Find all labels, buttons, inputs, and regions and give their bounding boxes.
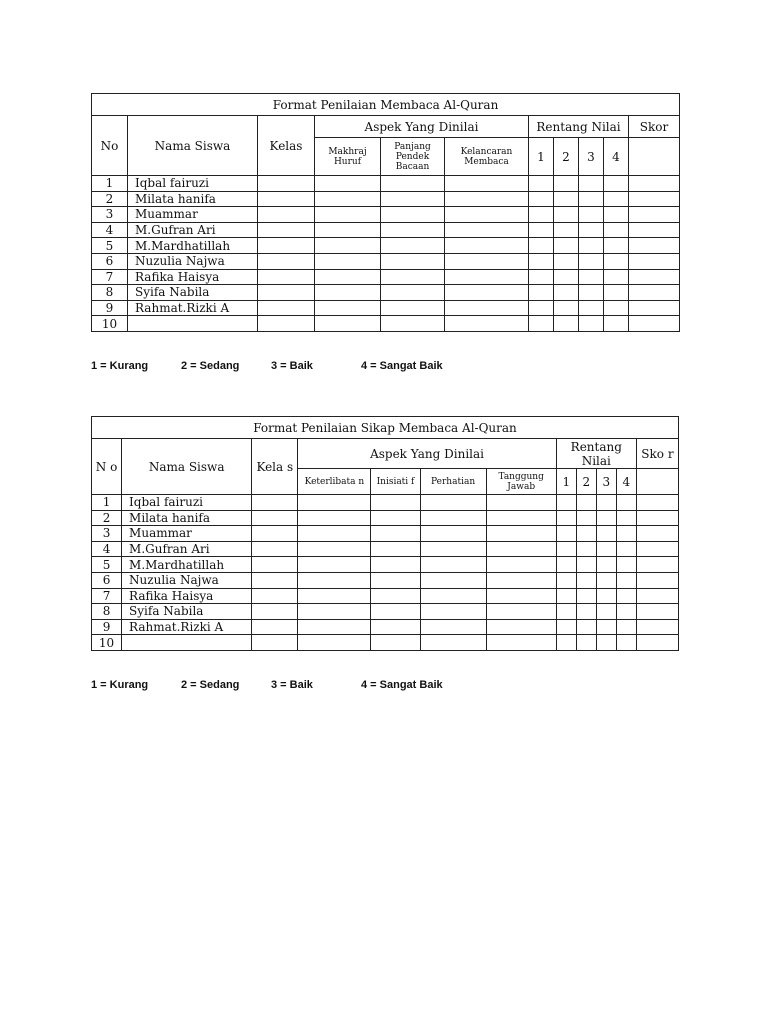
score-cell: [616, 635, 636, 651]
score-cell: [604, 222, 629, 238]
score-cell: [636, 526, 678, 542]
score-cell: [629, 222, 680, 238]
score-cell: [298, 541, 371, 557]
header-no: N o: [92, 439, 122, 495]
score-cell: [554, 191, 579, 207]
score-cell: [629, 238, 680, 254]
score-cell: [315, 176, 381, 192]
score-cell: [252, 604, 298, 620]
table-row: [92, 191, 680, 207]
table-title: Format Penilaian Sikap Membaca Al-Quran: [92, 417, 679, 439]
score-cell: [579, 316, 604, 332]
row-number: 2: [92, 191, 128, 207]
header-no: No: [92, 116, 128, 176]
legend-sedang: 2 = Sedang: [181, 360, 240, 372]
score-cell: [629, 191, 680, 207]
score-cell: [629, 207, 680, 223]
legend-sangat-baik: 4 = Sangat Baik: [361, 679, 443, 691]
header-score-3: 3: [579, 138, 604, 176]
score-cell: [556, 619, 576, 635]
score-cell: [579, 269, 604, 285]
score-cell: [576, 588, 596, 604]
skor-cell: [629, 138, 680, 176]
score-cell: [445, 253, 529, 269]
score-cell: [529, 238, 554, 254]
score-cell: [529, 191, 554, 207]
row-number: 6: [92, 253, 128, 269]
score-cell: [529, 207, 554, 223]
student-name: Iqbal fairuzi: [122, 495, 252, 511]
header-panjang-pendek: Panjang Pendek Bacaan: [381, 138, 445, 176]
score-cell: [579, 207, 604, 223]
row-number: 10: [92, 316, 128, 332]
table-row: [92, 635, 679, 651]
student-name: M.Mardhatillah: [122, 557, 252, 573]
row-number: 9: [92, 619, 122, 635]
score-cell: [529, 316, 554, 332]
header-aspek: Aspek Yang Dinilai: [315, 116, 529, 138]
header-score-4: 4: [616, 469, 636, 495]
score-cell: [529, 285, 554, 301]
student-name: M.Gufran Ari: [122, 541, 252, 557]
score-cell: [420, 604, 486, 620]
score-cell: [486, 572, 556, 588]
score-cell: [604, 191, 629, 207]
score-cell: [381, 285, 445, 301]
score-cell: [252, 619, 298, 635]
header-kelancaran: Kelancaran Membaca: [445, 138, 529, 176]
score-cell: [596, 588, 616, 604]
score-cell: [579, 253, 604, 269]
score-cell: [252, 635, 298, 651]
score-cell: [420, 572, 486, 588]
score-cell: [556, 635, 576, 651]
score-cell: [315, 300, 381, 316]
score-cell: [371, 541, 420, 557]
header-nama-siswa: Nama Siswa: [122, 439, 252, 495]
score-cell: [604, 316, 629, 332]
row-number: 3: [92, 207, 128, 223]
score-cell: [576, 635, 596, 651]
score-cell: [604, 253, 629, 269]
score-cell: [596, 495, 616, 511]
score-cell: [381, 176, 445, 192]
row-number: 7: [92, 588, 122, 604]
score-cell: [554, 253, 579, 269]
score-cell: [576, 510, 596, 526]
header-makhraj: Makhraj Huruf: [315, 138, 381, 176]
score-cell: [420, 541, 486, 557]
header-rentang-nilai: Rentang Nilai: [556, 439, 636, 469]
score-cell: [445, 316, 529, 332]
student-name: [128, 316, 258, 332]
score-cell: [576, 557, 596, 573]
row-number: 4: [92, 222, 128, 238]
score-cell: [616, 541, 636, 557]
score-cell: [629, 253, 680, 269]
score-cell: [371, 619, 420, 635]
score-cell: [604, 176, 629, 192]
score-cell: [315, 238, 381, 254]
score-cell: [486, 588, 556, 604]
score-cell: [371, 510, 420, 526]
score-cell: [486, 526, 556, 542]
score-cell: [579, 222, 604, 238]
score-cell: [576, 572, 596, 588]
score-cell: [629, 316, 680, 332]
score-cell: [579, 300, 604, 316]
legend-kurang: 1 = Kurang: [91, 360, 149, 372]
student-name: Nuzulia Najwa: [122, 572, 252, 588]
score-cell: [629, 269, 680, 285]
row-number: 3: [92, 526, 122, 542]
score-cell: [298, 526, 371, 542]
score-cell: [604, 238, 629, 254]
score-cell: [554, 269, 579, 285]
score-cell: [556, 541, 576, 557]
legend-baik: 3 = Baik: [271, 679, 313, 691]
student-name: Milata hanifa: [128, 191, 258, 207]
row-number: 1: [92, 495, 122, 511]
score-cell: [371, 572, 420, 588]
score-cell: [371, 588, 420, 604]
table-row: [92, 510, 679, 526]
header-aspek: Aspek Yang Dinilai: [298, 439, 556, 469]
score-cell: [258, 300, 315, 316]
score-cell: [636, 572, 678, 588]
score-cell: [420, 526, 486, 542]
header-inisiatif: Inisiati f: [371, 469, 420, 495]
student-name: M.Gufran Ari: [128, 222, 258, 238]
table-row: [92, 316, 680, 332]
score-cell: [381, 300, 445, 316]
score-cell: [420, 635, 486, 651]
score-cell: [616, 495, 636, 511]
score-cell: [298, 635, 371, 651]
score-cell: [636, 541, 678, 557]
student-name: [122, 635, 252, 651]
score-cell: [529, 300, 554, 316]
student-name: Nuzulia Najwa: [128, 253, 258, 269]
score-cell: [579, 238, 604, 254]
score-cell: [579, 285, 604, 301]
table-row: [92, 604, 679, 620]
score-cell: [596, 619, 616, 635]
score-cell: [486, 495, 556, 511]
score-cell: [258, 253, 315, 269]
header-score-3: 3: [596, 469, 616, 495]
score-cell: [636, 495, 678, 511]
score-cell: [636, 619, 678, 635]
row-number: 10: [92, 635, 122, 651]
score-cell: [556, 526, 576, 542]
score-cell: [445, 191, 529, 207]
score-cell: [616, 526, 636, 542]
table-row: [92, 207, 680, 223]
student-name: Muammar: [128, 207, 258, 223]
score-cell: [420, 588, 486, 604]
score-cell: [315, 191, 381, 207]
legend-baik: 3 = Baik: [271, 360, 313, 372]
student-name: Rafika Haisya: [128, 269, 258, 285]
score-cell: [315, 207, 381, 223]
score-cell: [381, 222, 445, 238]
attitude-assessment-table: [91, 416, 679, 651]
score-cell: [556, 604, 576, 620]
score-cell: [371, 604, 420, 620]
score-cell: [371, 495, 420, 511]
score-cell: [529, 253, 554, 269]
legend-kurang: 1 = Kurang: [91, 679, 149, 691]
score-cell: [554, 207, 579, 223]
score-cell: [596, 604, 616, 620]
score-cell: [576, 495, 596, 511]
score-cell: [596, 541, 616, 557]
score-cell: [315, 253, 381, 269]
row-number: 9: [92, 300, 128, 316]
row-number: 1: [92, 176, 128, 192]
score-cell: [636, 635, 678, 651]
score-cell: [529, 269, 554, 285]
score-cell: [258, 269, 315, 285]
header-skor: Sko r: [636, 439, 678, 469]
reading-assessment-table: [91, 93, 680, 332]
score-cell: [556, 572, 576, 588]
student-name: Rafika Haisya: [122, 588, 252, 604]
score-cell: [371, 557, 420, 573]
table-row: [92, 619, 679, 635]
score-cell: [636, 604, 678, 620]
score-cell: [315, 269, 381, 285]
score-cell: [629, 285, 680, 301]
student-name: Rahmat.Rizki A: [128, 300, 258, 316]
table-row: [92, 541, 679, 557]
header-perhatian: Perhatian: [420, 469, 486, 495]
student-name: Syifa Nabila: [122, 604, 252, 620]
legend-sangat-baik: 4 = Sangat Baik: [361, 360, 443, 372]
score-cell: [576, 604, 596, 620]
score-cell: [445, 176, 529, 192]
score-cell: [636, 510, 678, 526]
score-cell: [258, 191, 315, 207]
score-cell: [604, 300, 629, 316]
score-cell: [298, 495, 371, 511]
score-cell: [298, 572, 371, 588]
score-cell: [486, 510, 556, 526]
row-number: 5: [92, 238, 128, 254]
student-name: M.Mardhatillah: [128, 238, 258, 254]
header-score-2: 2: [576, 469, 596, 495]
score-cell: [576, 541, 596, 557]
score-cell: [252, 557, 298, 573]
score-cell: [486, 619, 556, 635]
score-cell: [371, 526, 420, 542]
score-cell: [252, 541, 298, 557]
score-cell: [554, 316, 579, 332]
table-row: [92, 557, 679, 573]
header-score-2: 2: [554, 138, 579, 176]
score-cell: [445, 269, 529, 285]
score-cell: [298, 557, 371, 573]
header-tanggung-jawab: Tanggung Jawab: [486, 469, 556, 495]
score-cell: [604, 207, 629, 223]
score-cell: [554, 238, 579, 254]
score-cell: [556, 495, 576, 511]
score-cell: [258, 316, 315, 332]
score-cell: [554, 176, 579, 192]
header-kelas: Kelas: [258, 116, 315, 176]
row-number: 6: [92, 572, 122, 588]
score-cell: [298, 604, 371, 620]
header-nama-siswa: Nama Siswa: [128, 116, 258, 176]
score-cell: [579, 176, 604, 192]
score-cell: [596, 557, 616, 573]
header-kelas: Kela s: [252, 439, 298, 495]
score-cell: [629, 300, 680, 316]
score-cell: [315, 222, 381, 238]
score-cell: [579, 191, 604, 207]
legend-sedang: 2 = Sedang: [181, 679, 240, 691]
score-cell: [420, 619, 486, 635]
skor-cell: [636, 469, 678, 495]
score-cell: [554, 285, 579, 301]
header-rentang-nilai: Rentang Nilai: [529, 116, 629, 138]
table-row: [92, 526, 679, 542]
score-cell: [252, 572, 298, 588]
row-number: 7: [92, 269, 128, 285]
table-row: [92, 588, 679, 604]
score-cell: [381, 253, 445, 269]
score-cell: [315, 285, 381, 301]
score-cell: [258, 176, 315, 192]
legend: [91, 679, 481, 691]
table-row: [92, 285, 680, 301]
score-cell: [381, 269, 445, 285]
table-row: [92, 222, 680, 238]
score-cell: [616, 588, 636, 604]
score-cell: [381, 191, 445, 207]
score-cell: [445, 207, 529, 223]
score-cell: [576, 526, 596, 542]
student-name: Milata hanifa: [122, 510, 252, 526]
score-cell: [258, 285, 315, 301]
score-cell: [486, 604, 556, 620]
score-cell: [629, 176, 680, 192]
row-number: 2: [92, 510, 122, 526]
table-title: Format Penilaian Membaca Al-Quran: [92, 94, 680, 116]
score-cell: [298, 588, 371, 604]
score-cell: [486, 557, 556, 573]
header-skor: Skor: [629, 116, 680, 138]
score-cell: [258, 238, 315, 254]
score-cell: [445, 238, 529, 254]
score-cell: [596, 635, 616, 651]
score-cell: [636, 588, 678, 604]
score-cell: [529, 222, 554, 238]
score-cell: [596, 526, 616, 542]
score-cell: [604, 285, 629, 301]
score-cell: [556, 557, 576, 573]
score-cell: [576, 619, 596, 635]
score-cell: [381, 316, 445, 332]
score-cell: [381, 207, 445, 223]
legend: [91, 360, 481, 372]
header-score-1: 1: [556, 469, 576, 495]
header-keterlibatan: Keterlibata n: [298, 469, 371, 495]
score-cell: [420, 495, 486, 511]
score-cell: [616, 604, 636, 620]
row-number: 5: [92, 557, 122, 573]
score-cell: [252, 588, 298, 604]
score-cell: [258, 222, 315, 238]
score-cell: [298, 510, 371, 526]
table-row: [92, 495, 679, 511]
score-cell: [252, 526, 298, 542]
score-cell: [420, 557, 486, 573]
header-score-1: 1: [529, 138, 554, 176]
table-row: [92, 300, 680, 316]
table-row: [92, 572, 679, 588]
score-cell: [636, 557, 678, 573]
table-row: [92, 176, 680, 192]
student-name: Syifa Nabila: [128, 285, 258, 301]
table-row: [92, 269, 680, 285]
table-row: [92, 253, 680, 269]
student-name: Iqbal fairuzi: [128, 176, 258, 192]
score-cell: [298, 619, 371, 635]
row-number: 4: [92, 541, 122, 557]
score-cell: [371, 635, 420, 651]
score-cell: [616, 619, 636, 635]
score-cell: [554, 300, 579, 316]
student-name: Muammar: [122, 526, 252, 542]
score-cell: [529, 176, 554, 192]
score-cell: [258, 207, 315, 223]
score-cell: [616, 572, 636, 588]
row-number: 8: [92, 285, 128, 301]
score-cell: [596, 510, 616, 526]
score-cell: [486, 635, 556, 651]
score-cell: [315, 316, 381, 332]
score-cell: [604, 269, 629, 285]
score-cell: [252, 495, 298, 511]
row-number: 8: [92, 604, 122, 620]
score-cell: [445, 222, 529, 238]
score-cell: [445, 300, 529, 316]
score-cell: [556, 510, 576, 526]
score-cell: [420, 510, 486, 526]
student-name: Rahmat.Rizki A: [122, 619, 252, 635]
score-cell: [556, 588, 576, 604]
score-cell: [486, 541, 556, 557]
score-cell: [596, 572, 616, 588]
score-cell: [554, 222, 579, 238]
score-cell: [445, 285, 529, 301]
header-score-4: 4: [604, 138, 629, 176]
table-row: [92, 238, 680, 254]
score-cell: [252, 510, 298, 526]
score-cell: [616, 557, 636, 573]
score-cell: [616, 510, 636, 526]
score-cell: [381, 238, 445, 254]
